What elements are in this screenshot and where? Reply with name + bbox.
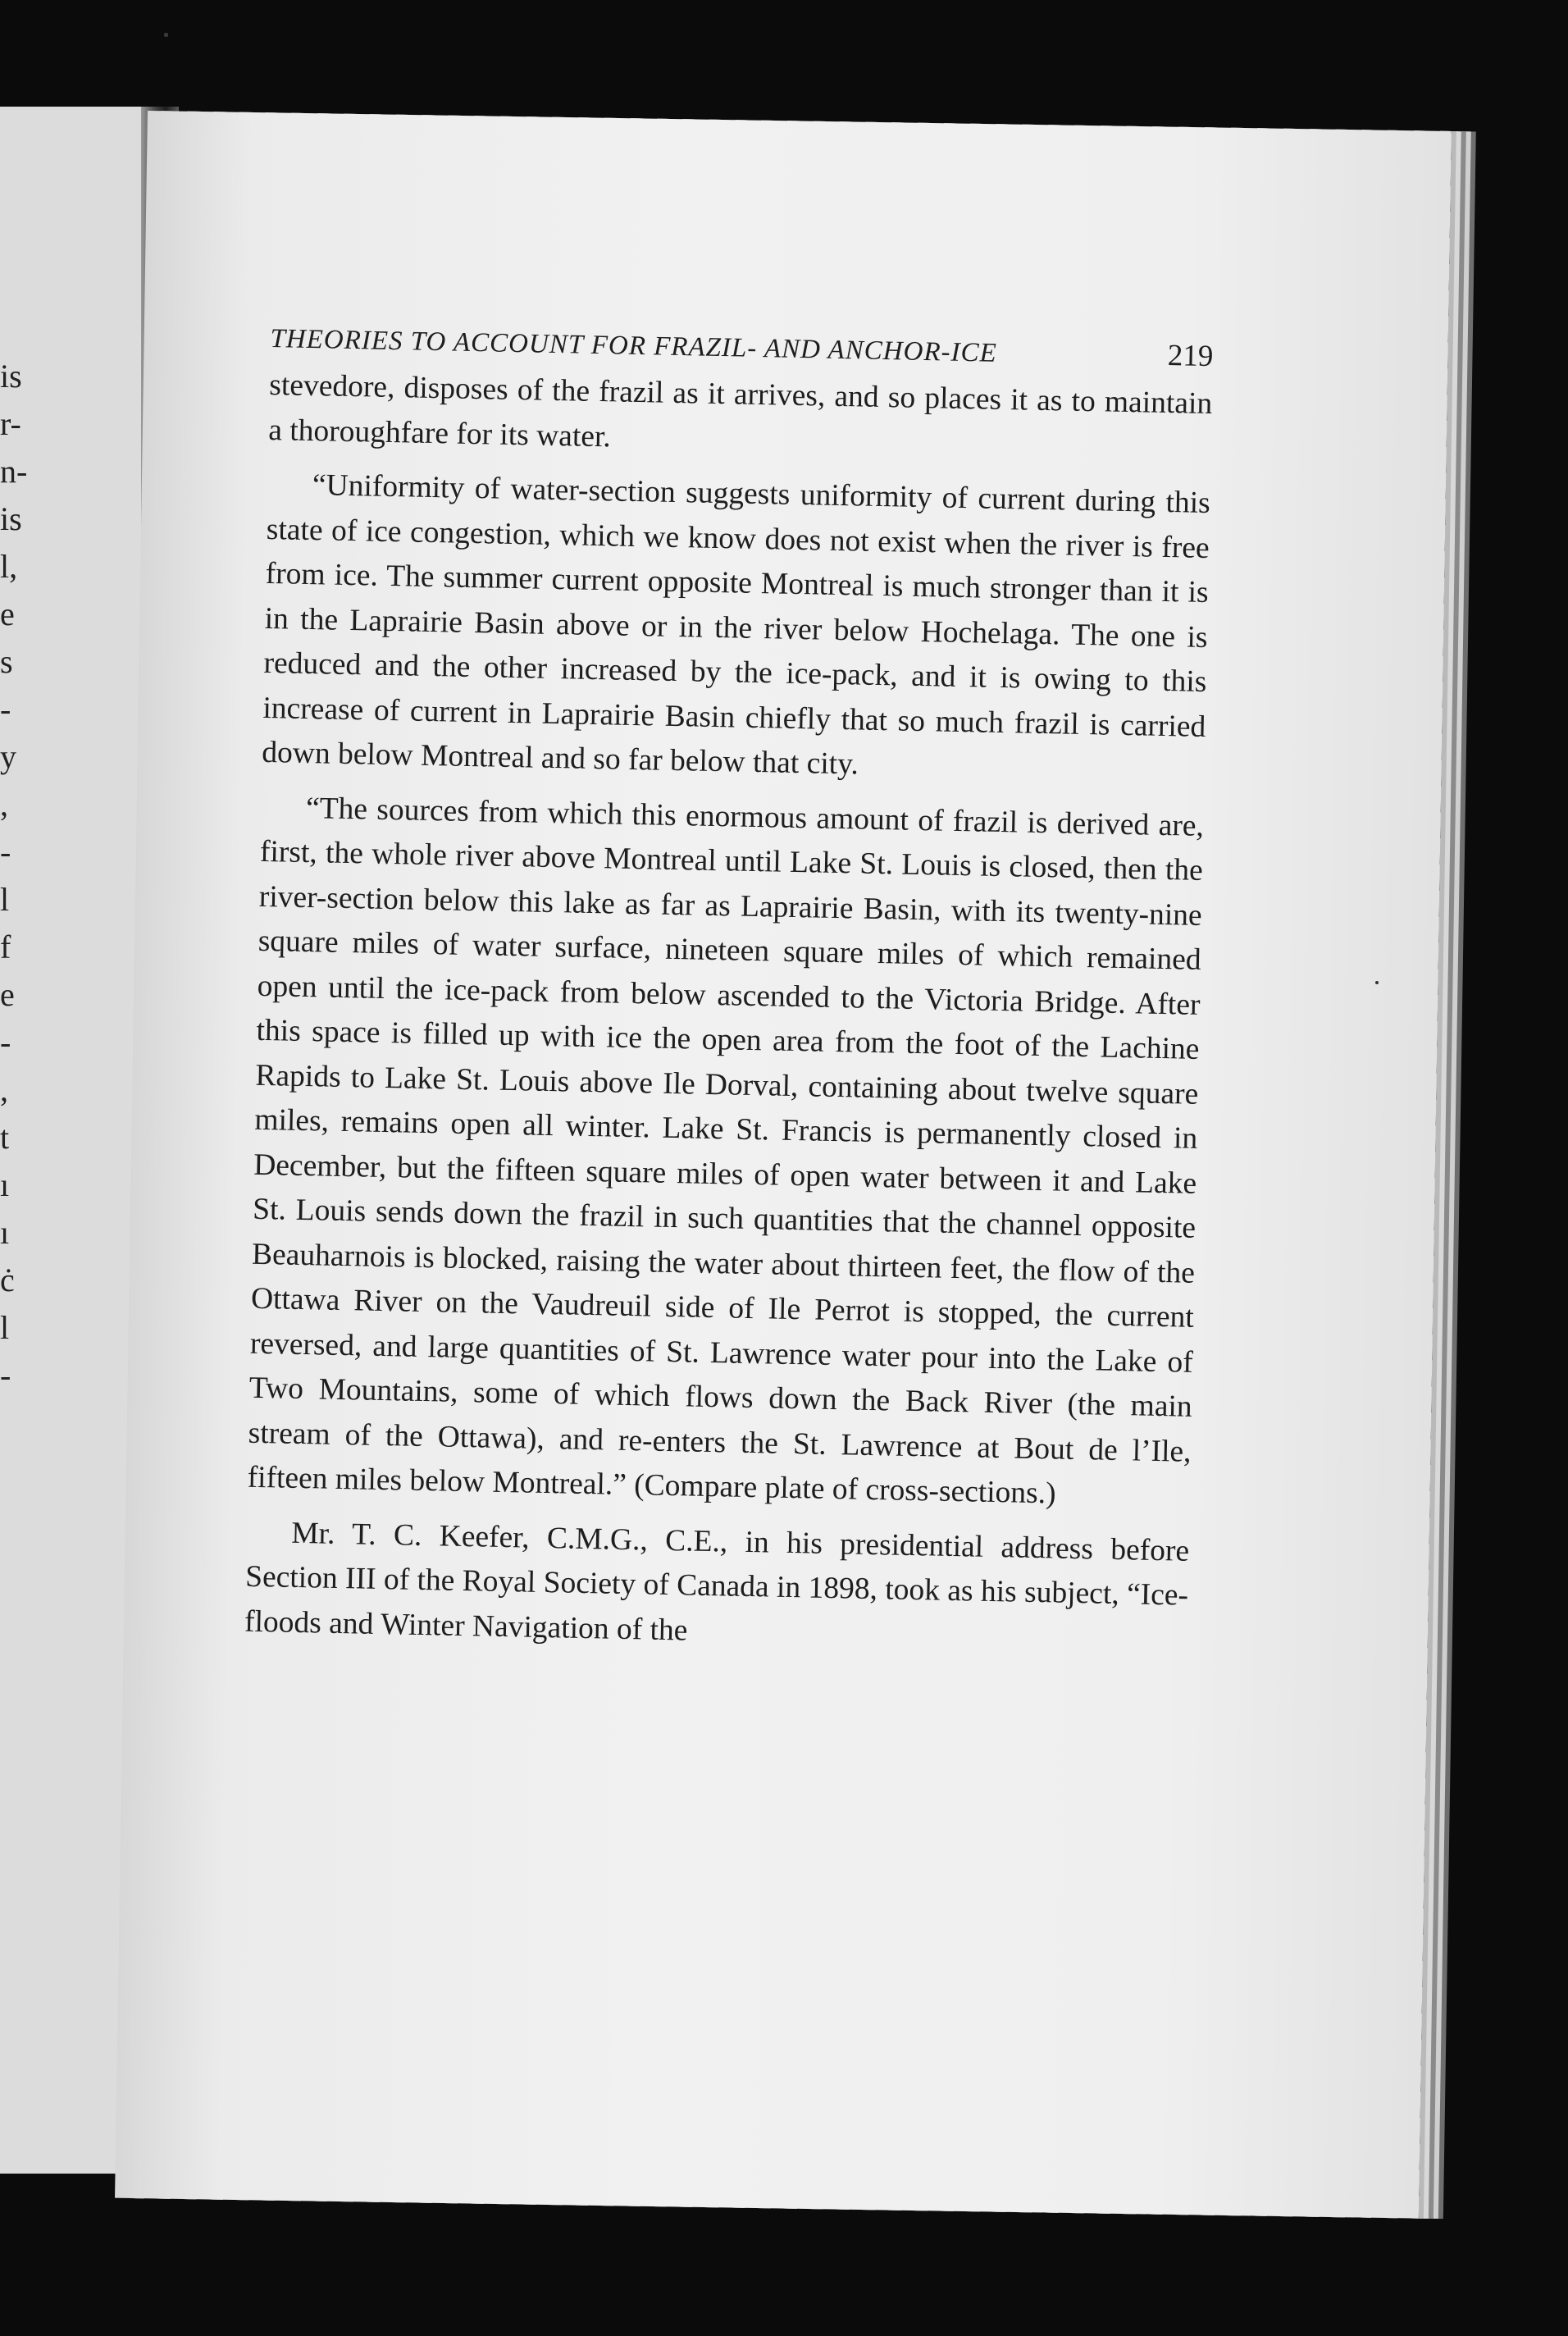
edge-char: s xyxy=(0,643,13,680)
edge-char: f xyxy=(0,928,11,965)
edge-char: l xyxy=(0,881,10,918)
edge-char: l xyxy=(0,1309,10,1346)
edge-char: , xyxy=(0,786,8,823)
paragraph: stevedore, disposes of the frazil as it arrives, and so places it as to maintain a thoroughfare for its water. xyxy=(267,367,1213,454)
dust-speck xyxy=(164,33,168,37)
edge-char: n- xyxy=(0,453,28,490)
edge-char: is xyxy=(0,358,22,395)
edge-char: - xyxy=(0,833,11,870)
edge-char: - xyxy=(0,1357,11,1394)
edge-char: is xyxy=(0,500,22,537)
edge-char: ı xyxy=(0,1166,10,1203)
edge-char: - xyxy=(0,691,11,728)
page-text-block xyxy=(244,320,1213,1673)
running-head-title: THEORIES TO ACCOUNT FOR FRAZIL- AND ANCHOR-ICE xyxy=(270,323,998,368)
edge-char: t xyxy=(0,1119,10,1156)
dust-speck xyxy=(1375,981,1379,984)
edge-char: , xyxy=(0,1071,8,1108)
left-page-edge-text xyxy=(0,353,33,1399)
paragraph: “Uniformity of water-section suggests uniformity of current during this state of ice congestion, which we know does not exist when the river is free from ice. The summer current opposite Montreal is much stronger than it is in the Laprairie Basin above or in the river below Hochelaga. The one is reduced and the other increased by the ice-pack, and it is owing to this increase of current in Laprairie Basin chiefly that so much frazil is carried down below Montreal and so far below that city. xyxy=(262,468,1211,782)
paragraph: “The sources from which this enormous amount of frazil is derived are, first, the whole river above Montreal until Lake St. Louis is closed, then the river-section below this lake as far as Laprairie Basin, with its twenty-nine square miles of water surface, nineteen square miles of which remained open until the ice-pack from below ascended to the Victoria Bridge. After this space is filled up with ice the open area from the foot of the Lachine Rapids to Lake St. Louis above Ile Dorval, containing about twelve square miles, remains open all winter. Lake St. Francis is permanently closed in December, but the fifteen square miles of open water between it and Lake St. Louis sends down the frazil in such quantities that the channel opposite Beauharnois is blocked, raising the water about thirteen feet, the flow of the Ottawa River on the Vaudreuil side of Ile Perrot is stopped, the current reversed, and large quantities of St. Lawrence water pour into the Lake of Two Mountains, some of which flows down the Back River (the main stream of the Ottawa), and re-enters the St. Lawrence at Bout de l’Ile, fifteen miles below Montreal.” (Compare plate of cross-sections.) xyxy=(247,791,1205,1511)
page-number: 219 xyxy=(1167,338,1214,374)
edge-char: y xyxy=(0,738,16,775)
edge-char: e xyxy=(0,976,15,1013)
edge-char: ċ xyxy=(0,1262,15,1298)
edge-char: r- xyxy=(0,405,21,442)
edge-char: ı xyxy=(0,1214,10,1251)
edge-char: e xyxy=(0,595,15,632)
edge-char: l, xyxy=(0,548,18,585)
edge-char: - xyxy=(0,1024,11,1061)
paragraph: Mr. T. C. Keefer, C.M.G., C.E., in his presidential address before Section III of the Royal Society of Canada in 1898, took as his subject, “Ice-floods and Winter Navigation of the xyxy=(244,1516,1190,1648)
